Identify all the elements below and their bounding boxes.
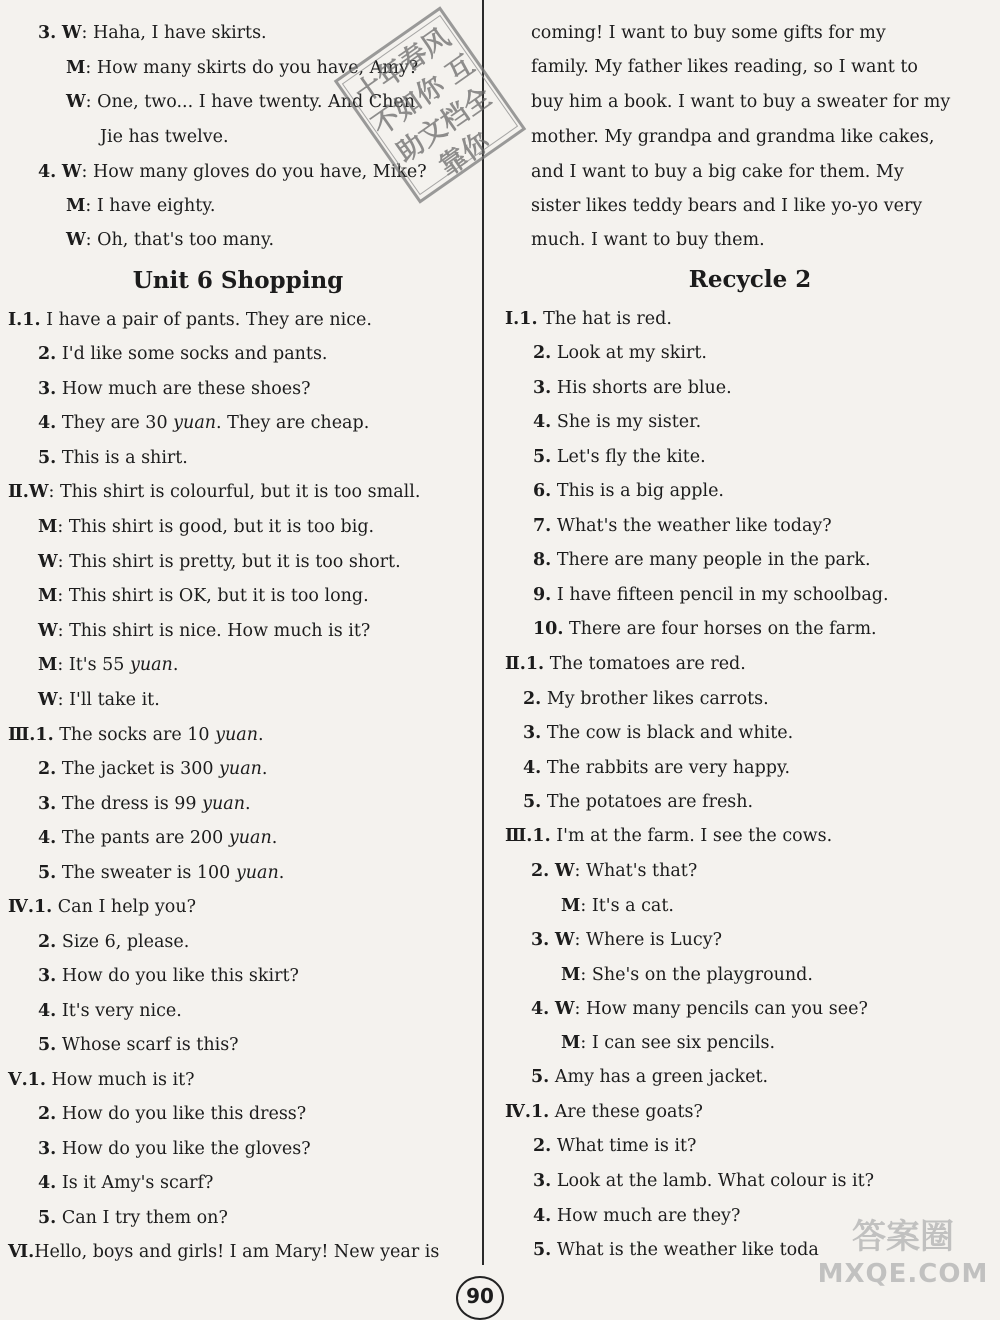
item-number: 5.	[38, 863, 57, 883]
item-number: 4.	[38, 162, 57, 182]
left-line	[38, 547, 401, 577]
page-number: 90	[456, 1276, 504, 1320]
item-number: 4.	[38, 413, 57, 433]
left-line	[66, 225, 274, 255]
line-text: The rabbits are very happy.	[541, 758, 791, 778]
item-number: 3.	[533, 1171, 552, 1191]
left-line	[38, 1030, 239, 1060]
line-text: The jacket is 300 yuan.	[56, 759, 268, 779]
item-number: 1.	[525, 654, 545, 674]
left-line	[38, 823, 277, 853]
left-line	[8, 1237, 439, 1267]
stamp-text: 十年春风不如你 互助文档全靠你	[342, 15, 518, 195]
item-number: 1.	[22, 310, 41, 330]
item-number: 4.	[533, 412, 552, 432]
right-line	[523, 684, 769, 714]
right-line	[533, 1201, 740, 1231]
line-text: The dress is 99 yuan.	[56, 794, 251, 814]
line-text: W: How many pencils can you see?	[554, 999, 868, 1019]
line-text: W: How many gloves do you have, Mike?	[61, 162, 427, 182]
left-line	[38, 996, 182, 1026]
item-number: 3.	[533, 378, 552, 398]
item-number: 2.	[38, 344, 57, 364]
line-text: W: Where is Lucy?	[554, 930, 722, 950]
item-number: 1.	[33, 897, 53, 917]
line-text: What time is it?	[551, 1136, 697, 1156]
left-line	[38, 374, 310, 404]
right-line	[531, 52, 918, 82]
right-line	[533, 407, 701, 437]
right-line	[533, 545, 871, 575]
item-number: 2.	[38, 759, 57, 779]
line-text: What's the weather like today?	[551, 516, 832, 536]
item-number: 2.	[533, 1136, 552, 1156]
right-line	[523, 753, 790, 783]
line-text: There are four horses on the farm.	[563, 619, 877, 639]
line-text: I'd like some socks and pants.	[56, 344, 328, 364]
line-text: The tomatoes are red.	[544, 654, 746, 674]
line-text: I'm at the farm. I see the cows.	[550, 826, 833, 846]
left-line	[38, 1134, 311, 1164]
line-text: There are many people in the park.	[551, 550, 871, 570]
left-line	[66, 191, 215, 221]
line-text: family. My father likes reading, so I want to	[531, 57, 918, 77]
right-line	[531, 122, 934, 152]
line-text: W: What's that?	[554, 861, 698, 881]
line-text: mother. My grandpa and grandma like cakes,	[531, 127, 935, 147]
line-text: sister likes teddy bears and I like yo-yo very	[531, 196, 923, 216]
item-number: 10.	[533, 619, 564, 639]
left-line	[38, 927, 189, 957]
item-number: 4.	[38, 1001, 57, 1021]
line-text: W: This shirt is pretty, but it is too short.	[38, 552, 401, 572]
line-text: How much is it?	[45, 1070, 195, 1090]
right-line	[531, 225, 765, 255]
left-line	[38, 157, 427, 187]
line-text: M: How many skirts do you have, Amy?	[66, 58, 419, 78]
line-text: much. I want to buy them.	[531, 230, 765, 250]
item-number: 3.	[523, 723, 542, 743]
left-line	[8, 1065, 195, 1095]
item-number: 7.	[533, 516, 552, 536]
line-text: This is a big apple.	[551, 481, 724, 501]
right-line	[533, 580, 889, 610]
line-text: Can I try them on?	[56, 1208, 228, 1228]
left-line	[38, 961, 299, 991]
item-number: 3.	[38, 966, 57, 986]
item-number: 1.	[532, 826, 551, 846]
item-number: 5.	[38, 1035, 57, 1055]
left-line	[8, 892, 196, 922]
right-line	[531, 1062, 768, 1092]
right-line	[531, 18, 886, 48]
section-numeral: Ⅰ.	[505, 309, 520, 329]
left-line	[8, 477, 420, 507]
line-text: How much are they?	[551, 1206, 741, 1226]
item-number: 3.	[38, 23, 57, 43]
item-number: 3.	[531, 930, 550, 950]
right-line	[531, 87, 950, 117]
section-numeral: Ⅴ.	[8, 1070, 28, 1090]
left-line	[38, 650, 178, 680]
item-number: 5.	[38, 448, 57, 468]
right-line	[533, 1131, 696, 1161]
left-line	[8, 720, 264, 750]
left-line	[38, 339, 328, 369]
item-number: 4.	[523, 758, 542, 778]
right-line	[533, 338, 707, 368]
right-line	[561, 891, 674, 921]
right-line	[531, 994, 868, 1024]
watermark-logo: 答案圈	[852, 1217, 954, 1257]
line-text: She is my sister.	[551, 412, 702, 432]
right-line	[533, 1235, 819, 1265]
line-text: How much are these shoes?	[56, 379, 311, 399]
line-text: W: This shirt is colourful, but it is too small.	[28, 482, 421, 502]
right-line	[505, 649, 746, 679]
line-text: The socks are 10 yuan.	[53, 725, 264, 745]
item-number: 5.	[38, 1208, 57, 1228]
line-text: M: I can see six pencils.	[561, 1033, 776, 1053]
item-number: 5.	[523, 792, 542, 812]
left-line	[38, 789, 251, 819]
section-numeral: Ⅱ.	[8, 482, 29, 502]
line-text: I have fifteen pencil in my schoolbag.	[551, 585, 889, 605]
line-text: The hat is red.	[537, 309, 672, 329]
left-line	[38, 1203, 228, 1233]
right-line	[561, 960, 813, 990]
item-number: 3.	[38, 794, 57, 814]
left-line	[38, 616, 370, 646]
line-text: What is the weather like toda	[551, 1240, 819, 1260]
line-text: My brother likes carrots.	[541, 689, 769, 709]
right-line	[531, 157, 904, 187]
item-number: 9.	[533, 585, 552, 605]
right-line	[505, 1097, 703, 1127]
item-number: 1.	[35, 725, 54, 745]
item-number: 4.	[38, 1173, 57, 1193]
left-line	[38, 685, 160, 715]
right-line	[533, 614, 877, 644]
right-line	[531, 191, 922, 221]
item-number: 5.	[531, 1067, 550, 1087]
right-line	[531, 856, 697, 886]
item-number: 2.	[38, 1104, 57, 1124]
line-text: M: This shirt is good, but it is too big.	[38, 517, 375, 537]
line-text: W: This shirt is nice. How much is it?	[38, 621, 371, 641]
right-line	[533, 1166, 874, 1196]
item-number: 2.	[523, 689, 542, 709]
left-line	[38, 581, 369, 611]
section-numeral: Ⅳ.	[8, 897, 34, 917]
line-text: W: I'll take it.	[38, 690, 160, 710]
line-text: This is a shirt.	[56, 448, 188, 468]
section-numeral: Ⅵ.	[8, 1242, 35, 1262]
line-text: Look at my skirt.	[551, 343, 707, 363]
line-text: and I want to buy a big cake for them. My	[531, 162, 904, 182]
line-text: W: One, two... I have twenty. And Chen	[66, 92, 416, 112]
right-line	[505, 304, 672, 334]
line-text: It's very nice.	[56, 1001, 182, 1021]
line-text: Is it Amy's scarf?	[56, 1173, 214, 1193]
section-numeral: Ⅲ.	[505, 826, 533, 846]
line-text: Amy has a green jacket.	[549, 1067, 769, 1087]
recycle-heading: Recycle 2	[688, 266, 812, 293]
section-numeral: Ⅳ.	[505, 1102, 531, 1122]
line-text: His shorts are blue.	[551, 378, 732, 398]
line-text: M: It's a cat.	[561, 896, 674, 916]
site-watermark	[808, 1215, 998, 1305]
line-text: W: Oh, that's too many.	[66, 230, 275, 250]
left-line	[38, 1168, 213, 1198]
item-number: 3.	[38, 1139, 57, 1159]
unit-heading: Unit 6 Shopping	[132, 267, 344, 294]
line-text: The potatoes are fresh.	[541, 792, 754, 812]
watermark-url: MXQE.COM	[817, 1259, 989, 1289]
right-line	[533, 373, 732, 403]
item-number: 2.	[531, 861, 550, 881]
item-number: 5.	[533, 1240, 552, 1260]
line-text: buy him a book. I want to buy a sweater for my	[531, 92, 951, 112]
line-text: M: It's 55 yuan.	[38, 655, 179, 675]
left-line	[38, 1099, 306, 1129]
item-number: 1.	[27, 1070, 46, 1090]
right-line	[523, 718, 793, 748]
item-number: 1.	[530, 1102, 550, 1122]
right-line	[505, 821, 832, 851]
line-text: Are these goats?	[549, 1102, 703, 1122]
line-text: They are 30 yuan. They are cheap.	[56, 413, 370, 433]
right-line	[533, 511, 832, 541]
left-line	[38, 754, 267, 784]
left-line	[8, 305, 372, 335]
line-text: The cow is black and white.	[541, 723, 794, 743]
right-line	[561, 1028, 775, 1058]
section-numeral: Ⅱ.	[505, 654, 526, 674]
section-numeral: Ⅰ.	[8, 310, 23, 330]
left-line	[38, 443, 188, 473]
item-number: 5.	[533, 447, 552, 467]
item-number: 8.	[533, 550, 552, 570]
item-number: 1.	[519, 309, 538, 329]
right-line	[533, 476, 724, 506]
line-text: Let's fly the kite.	[551, 447, 706, 467]
item-number: 4.	[531, 999, 550, 1019]
item-number: 6.	[533, 481, 552, 501]
line-text: Hello, boys and girls! I am Mary! New year is	[34, 1242, 440, 1262]
left-line	[100, 122, 229, 152]
line-text: Can I help you?	[52, 897, 196, 917]
line-text: I have a pair of pants. They are nice.	[40, 310, 372, 330]
line-text: coming! I want to buy some gifts for my	[531, 23, 886, 43]
line-text: Jie has twelve.	[100, 127, 229, 147]
line-text: W: Haha, I have skirts.	[61, 23, 267, 43]
right-line	[531, 925, 722, 955]
column-divider	[482, 0, 484, 1265]
line-text: The pants are 200 yuan.	[56, 828, 278, 848]
line-text: M: This shirt is OK, but it is too long.	[38, 586, 369, 606]
line-text: M: I have eighty.	[66, 196, 216, 216]
line-text: How do you like this skirt?	[56, 966, 299, 986]
right-line	[533, 442, 706, 472]
line-text: Look at the lamb. What colour is it?	[551, 1171, 875, 1191]
item-number: 4.	[38, 828, 57, 848]
line-text: Size 6, please.	[56, 932, 190, 952]
line-text: Whose scarf is this?	[56, 1035, 239, 1055]
item-number: 4.	[533, 1206, 552, 1226]
left-line	[38, 408, 369, 438]
left-line	[38, 18, 267, 48]
right-line	[523, 787, 753, 817]
section-numeral: Ⅲ.	[8, 725, 36, 745]
line-text: How do you like this dress?	[56, 1104, 307, 1124]
left-line	[38, 512, 374, 542]
line-text: How do you like the gloves?	[56, 1139, 311, 1159]
left-line	[38, 858, 284, 888]
item-number: 3.	[38, 379, 57, 399]
item-number: 2.	[38, 932, 57, 952]
line-text: The sweater is 100 yuan.	[56, 863, 285, 883]
item-number: 2.	[533, 343, 552, 363]
line-text: M: She's on the playground.	[561, 965, 813, 985]
